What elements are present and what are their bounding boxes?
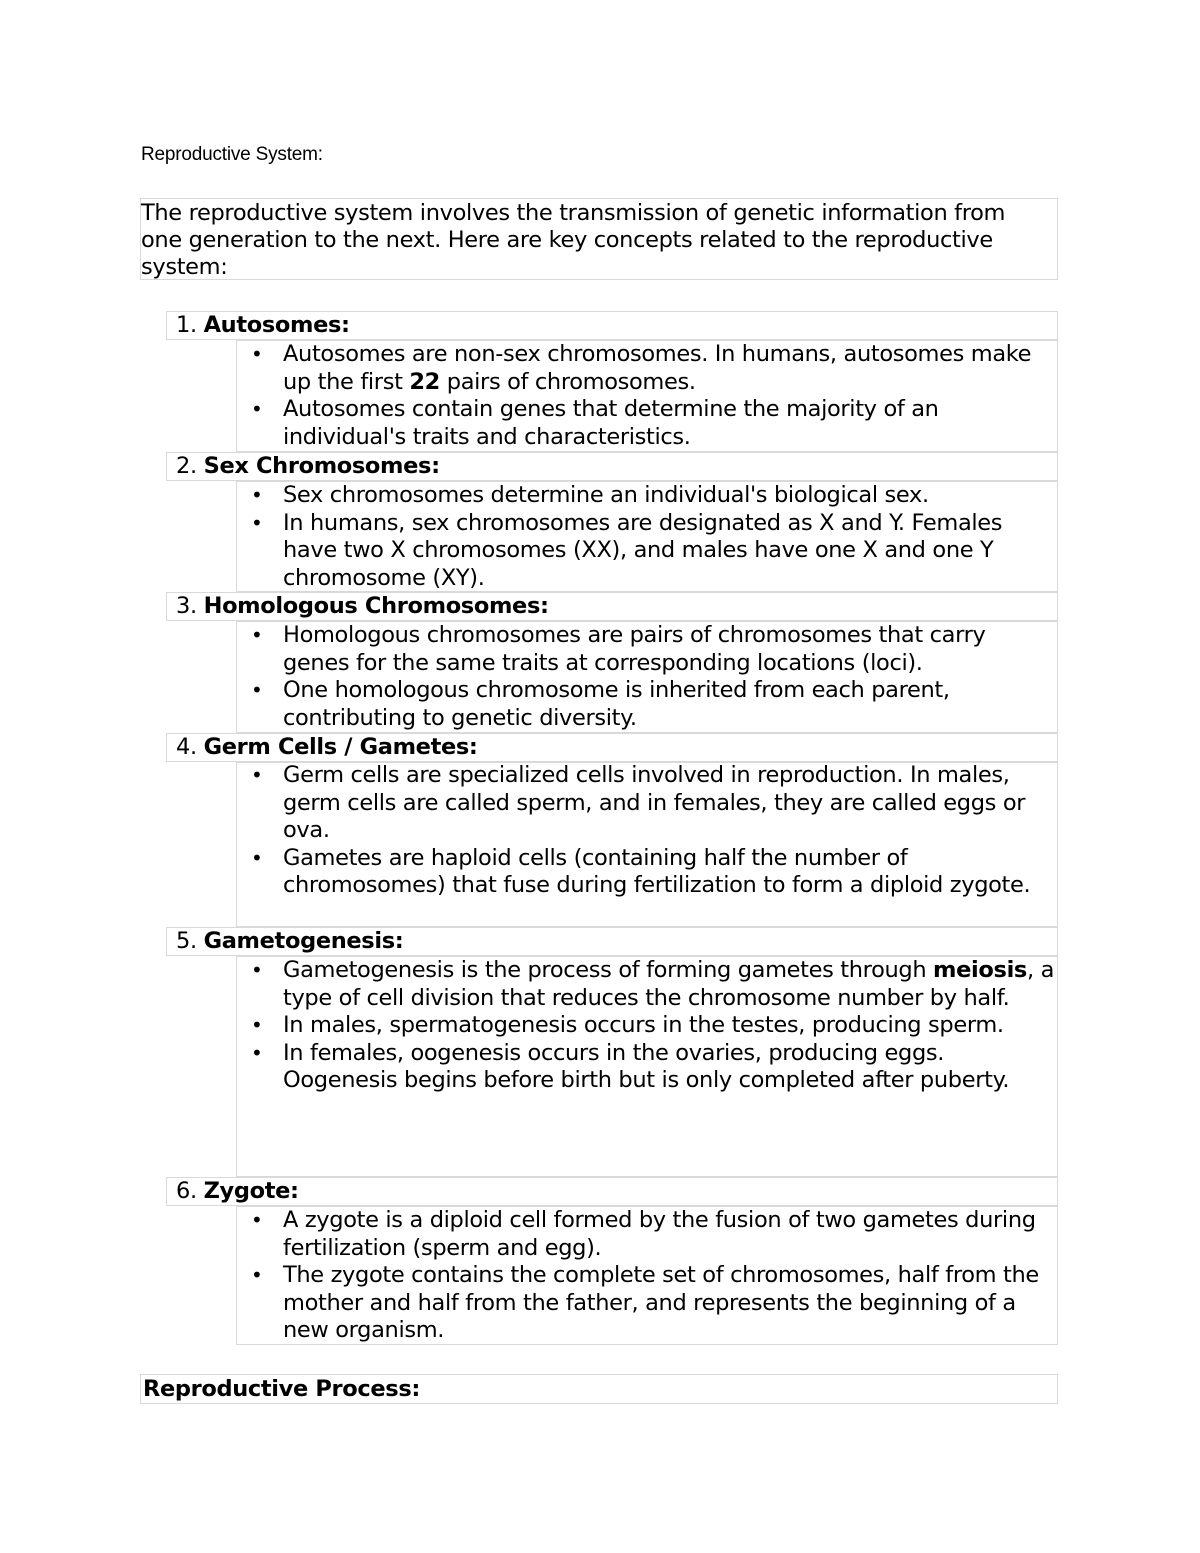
section-title: Autosomes: (203, 312, 350, 338)
section-heading (176, 452, 440, 481)
section-title: Zygote: (203, 1178, 299, 1204)
section-number: 4. (176, 734, 197, 760)
bullet-icon: • (251, 510, 263, 535)
bullet-icon: • (251, 1208, 263, 1232)
section-number: 1. (176, 312, 197, 338)
list-item: • In humans, sex chromosomes are designated as X and Y. Females have two X chromosomes (XX), and males have one X and one Y chromosome (XY). (251, 509, 1003, 591)
bullet-icon: • (251, 623, 263, 647)
bullet-icon: • (251, 1040, 263, 1065)
list-item: • In females, oogenesis occurs in the ovaries, producing eggs. Oogenesis begins before birth but is only completed after puberty. (251, 1039, 1010, 1094)
section-title: Germ Cells / Gametes: (203, 734, 478, 760)
list-item: • Homologous chromosomes are pairs of chromosomes that carry genes for the same traits at corresponding locations (loci). (251, 622, 986, 676)
bullet-icon: • (251, 958, 263, 982)
list-item: • One homologous chromosome is inherited from each parent, contributing to genetic diversity. (251, 677, 950, 731)
section-title: Sex Chromosomes: (203, 453, 440, 479)
list-item: • Gametogenesis is the process of forming gametes through meiosis, a type of cell division that reduces the chromosome number by half. (251, 957, 1055, 1011)
bullet-list (236, 341, 1056, 451)
bullet-icon: • (251, 1263, 263, 1288)
bullet-icon: • (251, 1013, 263, 1038)
section-heading (176, 311, 350, 340)
section-number: 6. (176, 1178, 197, 1204)
bullet-list (236, 482, 1056, 592)
section-heading (176, 733, 478, 762)
section-number: 2. (176, 453, 197, 479)
list-item: • Autosomes are non-sex chromosomes. In humans, autosomes make up the first 22 pairs of chromosomes. (251, 341, 1032, 395)
section-heading (176, 1177, 299, 1206)
bullet-icon: • (251, 342, 263, 366)
intro-paragraph: The reproductive system involves the transmission of genetic information from one generation to the next. Here are key concepts related to the reproductive system: (141, 200, 1006, 280)
section-title: Homologous Chromosomes: (203, 593, 549, 619)
section-number: 5. (176, 928, 197, 954)
list-item: • Autosomes contain genes that determine the majority of an individual's traits and characteristics. (251, 396, 939, 450)
bullet-icon: • (251, 763, 263, 787)
page-title: Reproductive System: (141, 144, 323, 165)
bullet-list (236, 622, 1056, 732)
list-item: • In males, spermatogenesis occurs in the testes, producing sperm. (251, 1012, 1004, 1039)
list-item: • Germ cells are specialized cells involved in reproduction. In males, germ cells are called sperm, and in females, they are called eggs or ova. (251, 762, 1026, 844)
bullet-icon: • (251, 678, 263, 703)
section-heading-box (166, 1177, 1058, 1206)
bullet-list (236, 1207, 1056, 1345)
bullet-icon: • (251, 397, 263, 422)
section-heading (176, 592, 549, 621)
bullet-icon: • (251, 483, 263, 507)
section-heading (176, 927, 403, 956)
list-item: • The zygote contains the complete set of chromosomes, half from the mother and half from the father, and represents the beginning of a new organism. (251, 1262, 1039, 1344)
bullet-list (236, 762, 1056, 900)
section-number: 3. (176, 593, 197, 619)
bullet-icon: • (251, 845, 263, 870)
list-item: • A zygote is a diploid cell formed by the fusion of two gametes during fertilization (sperm and egg). (251, 1207, 1036, 1261)
next-section-heading: Reproductive Process: (143, 1376, 421, 1402)
section-title: Gametogenesis: (203, 928, 404, 954)
list-item: • Gametes are haploid cells (containing half the number of chromosomes) that fuse during fertilization to form a diploid zygote. (251, 844, 1031, 899)
list-item: • Sex chromosomes determine an individual's biological sex. (251, 482, 929, 508)
bullet-list (236, 957, 1056, 1095)
